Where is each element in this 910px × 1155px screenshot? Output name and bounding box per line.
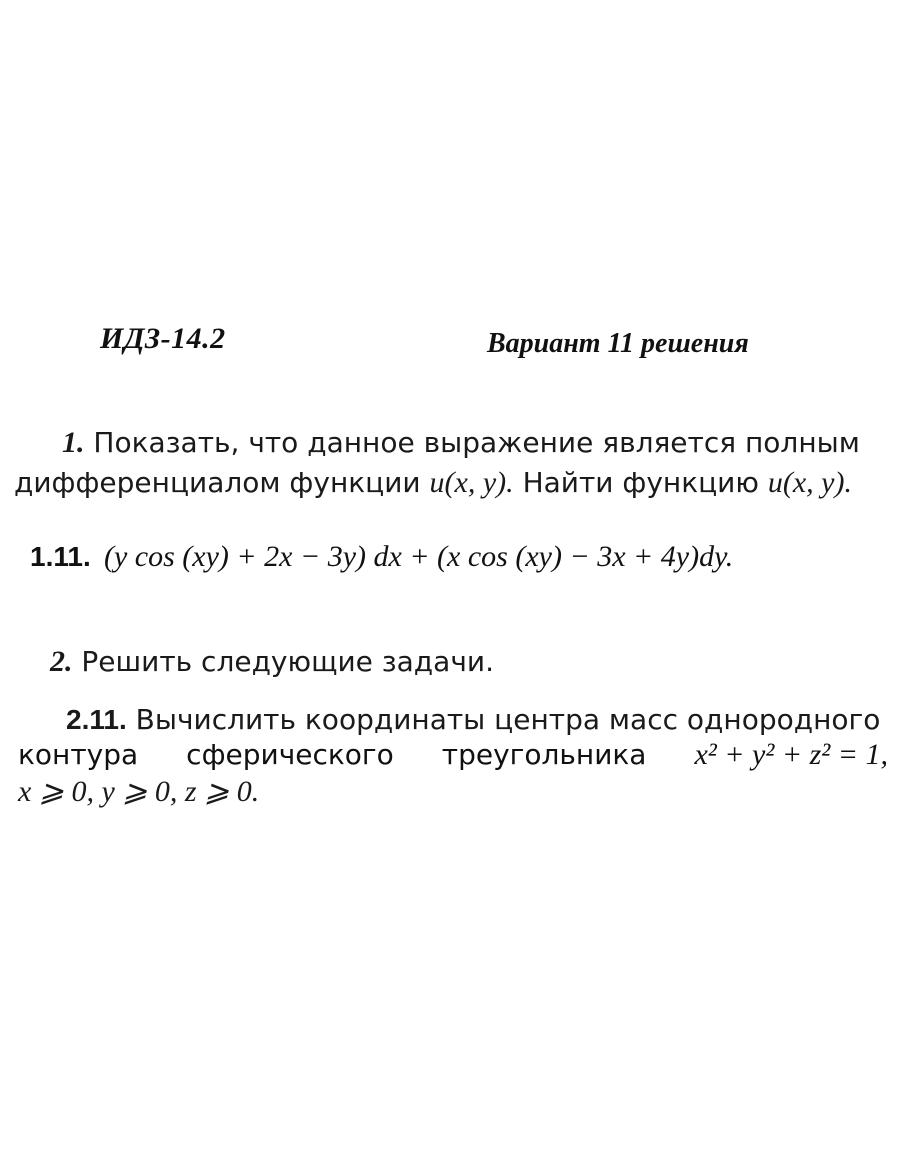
task1-text-line2b: Найти функцию <box>522 466 759 499</box>
task1-func-1: u(x, y). <box>429 466 514 499</box>
task2-11-word-contour: контура <box>18 738 139 771</box>
assignment-title: ИДЗ-14.2 <box>100 322 226 355</box>
task1-text-line1: Показать, что данное выражение является полным <box>93 426 860 459</box>
task2-11-word-spherical: сферического <box>186 738 394 771</box>
task1-text-line2: дифференциалом функции <box>14 466 421 499</box>
task2-11-sphere-equation: x² + y² + z² = 1, <box>694 738 888 771</box>
task1-func-2: u(x, y). <box>767 466 852 499</box>
task1-11-expression: (y cos (xy) + 2x − 3y) dx + (x cos (xy) − 3x + 4y)dy. <box>103 540 734 573</box>
task2-11-text-line1: Вычислить координаты центра масс однородного <box>135 703 881 736</box>
task1-number: 1. <box>62 426 85 459</box>
task2-text: Решить следующие задачи. <box>81 645 494 678</box>
variant-label: Вариант 11 решения <box>487 328 749 359</box>
task2-11-word-triangle: треугольника <box>441 738 647 771</box>
task1-11-line <box>30 540 733 574</box>
task2-11-line3 <box>18 774 259 809</box>
task2-11-conditions: x ⩾ 0, y ⩾ 0, z ⩾ 0. <box>18 775 260 808</box>
task2-number: 2. <box>50 645 73 678</box>
task1-line2 <box>14 466 852 500</box>
task2-11-number: 2.11. <box>66 704 127 735</box>
task2-line <box>50 645 494 679</box>
task1-line1 <box>62 426 860 460</box>
task1-11-number: 1.11. <box>30 541 91 572</box>
task2-11-line1 <box>66 703 880 736</box>
task2-11-line2 <box>18 738 888 772</box>
